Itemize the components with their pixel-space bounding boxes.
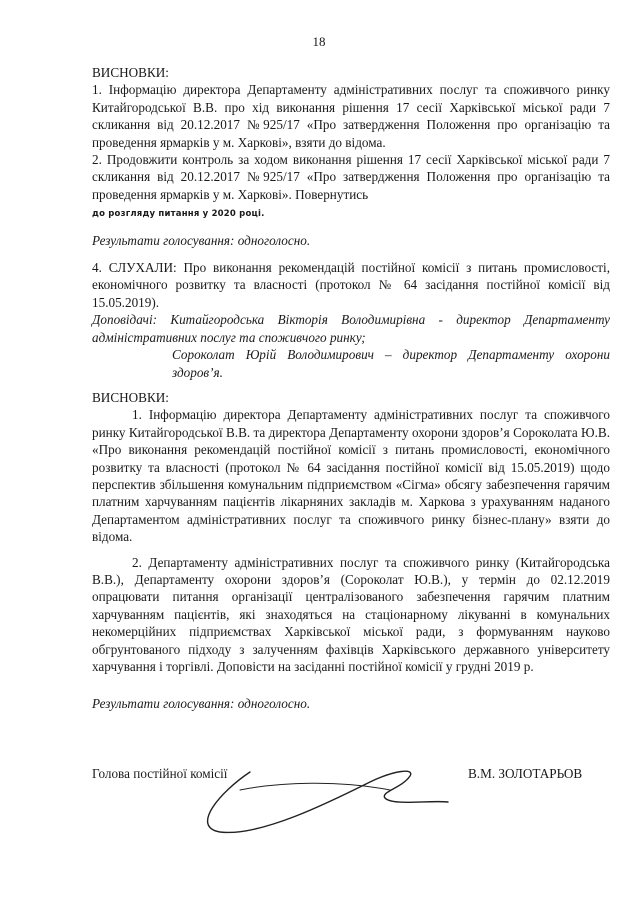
- conclusions-heading-2: ВИСНОВКИ:: [92, 389, 169, 405]
- conclusion-2-item-2: 2. Департаменту адміністративних послуг та споживчого ринку (Китайгородська В.В.), Департаменту охорони здоров’я (Сороколат Ю.В.), у термін до 02.12.2019 опрацювати питання організації централізованого забезпечення гарячим платним харчуванням пацієнтів, які знаходяться на стаціонарному лікуванні в комунальних некомерційних підприємствах Харківської міської ради, з формуванням науково обгрунтованого підходу з залученням фахівців Харківського державного університету харчування і торгівлі. Доповісти на засіданні постійної комісії у грудні 2019 р.: [92, 554, 610, 674]
- conclusion-item-1: 1. Інформацію директора Департаменту адміністративних послуг та споживчого ринку Китайгородської В.В. про хід виконання рішення 17 сесії Харківської міської ради 7 скликання від 20.12.2017 №925/17 «Про затвердження Положення про організацію та проведення ярмарків у м. Харкові», взяти до відома.: [92, 82, 610, 150]
- chairman-name: В.М. ЗОЛОТАРЬОВ: [468, 766, 583, 781]
- signature-row: [92, 766, 610, 796]
- document-body: [92, 64, 610, 713]
- conclusion-2-item-1: 1. Інформацію директора Департаменту адміністративних послуг та споживчого ринку Китайгородської В.В. та директора Департаменту охорони здоров’я Сороколата Ю.В. «Про виконання рекомендацій постійної комісії з питань промисловості, економічного розвитку та власності (протокол № 64 засідання постійної комісії від 15.05.2019) щодо перспектив збільшення комунальним підприємством «Сігма» обсягу забезпечення гарячим платним харчуванням пацієнтів лікарняних закладів м. Харкова з урахуванням наданого Департаментом адміністративних послуг та споживчого ринку бізнес-плану» взяти до відома.: [92, 407, 610, 545]
- conclusions-heading: ВИСНОВКИ:: [92, 65, 169, 80]
- conclusion-item-2-tail: до розгляду питання у 2020 році.: [92, 209, 265, 220]
- voting-result-2: Результати голосування: одноголосно.: [92, 696, 311, 712]
- speaker-2: Сороколат Юрій Володимирович – директор Департаменту охорони здоров’я.: [172, 347, 610, 380]
- speaker-1: Доповідачі: Китайгородська Вікторія Володимирівна - директор Департаменту адміністративних послуг та споживчого ринку;: [92, 312, 610, 345]
- conclusion-item-2-text: 2. Продовжити контроль за ходом виконання рішення 17 сесії Харківської міської ради 7 скликання від 20.12.2017 №925/17 «Про затвердження Положення про організацію та проведення ярмарків у м. Харкові». Повернутись: [92, 152, 610, 202]
- heard-item: 4. СЛУХАЛИ: Про виконання рекомендацій постійної комісії з питань промисловості, економічного розвитку та власності (протокол № 64 засідання постійної комісії від 15.05.2019).: [92, 260, 610, 310]
- page-number: 18: [312, 34, 326, 49]
- voting-result: Результати голосування: одноголосно.: [92, 232, 311, 248]
- conclusion-item-2: [92, 151, 610, 224]
- chairman-title: Голова постійної комісії: [92, 766, 228, 781]
